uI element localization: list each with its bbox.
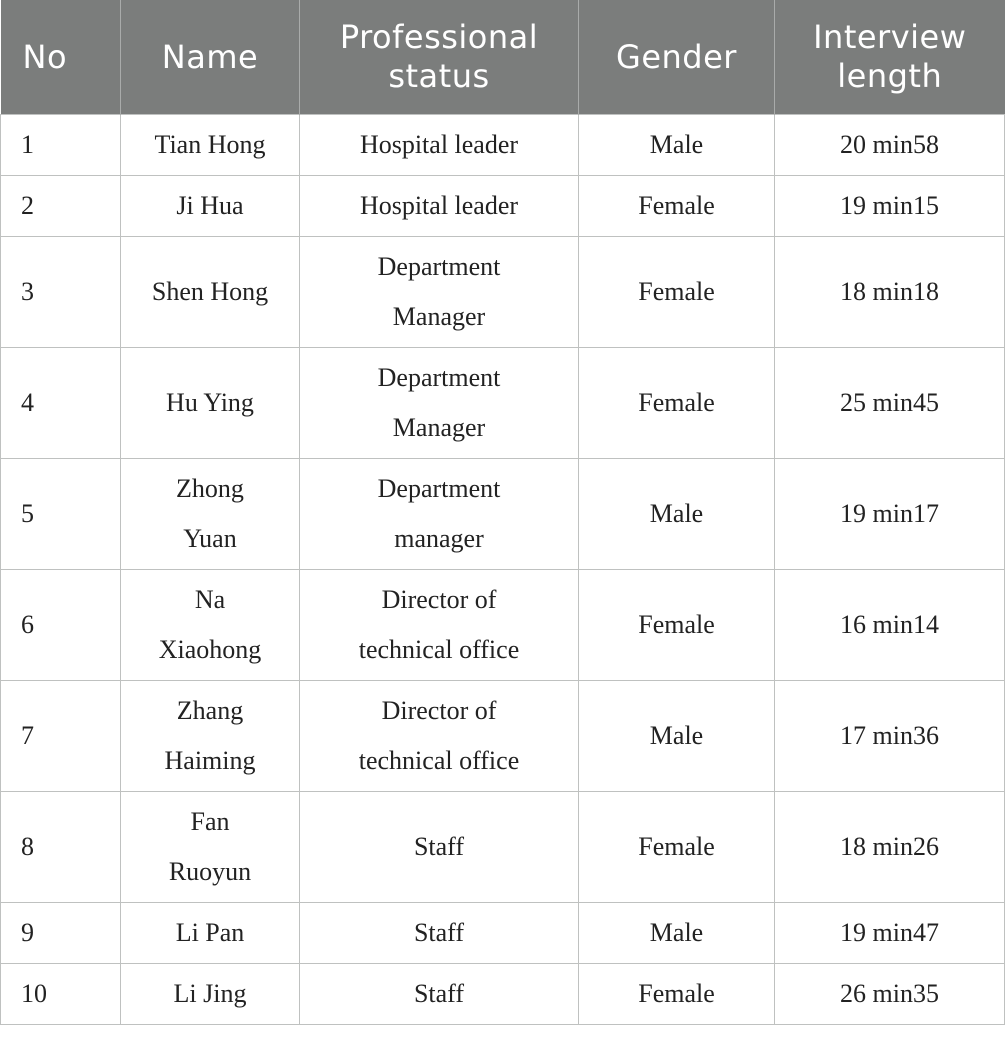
cell-status: Staff [300, 903, 579, 964]
cell-status [300, 681, 579, 792]
cell-name [121, 570, 300, 681]
cell-length: 26 min35 [775, 964, 1005, 1025]
name-text: Na Xiaohong [158, 585, 262, 664]
cell-status [300, 348, 579, 459]
cell-status: Staff [300, 964, 579, 1025]
table-row [1, 459, 1005, 570]
cell-length: 25 min45 [775, 348, 1005, 459]
cell-no: 1 [1, 115, 121, 176]
cell-status [300, 237, 579, 348]
header-no: No [1, 0, 121, 115]
cell-gender: Male [579, 903, 775, 964]
table-row [1, 570, 1005, 681]
cell-length: 19 min17 [775, 459, 1005, 570]
cell-gender: Female [579, 964, 775, 1025]
header-row [1, 0, 1005, 115]
cell-name: Tian Hong [121, 115, 300, 176]
cell-gender: Female [579, 348, 775, 459]
header-interview-length: Interview length [775, 0, 1005, 115]
cell-no: 10 [1, 964, 121, 1025]
cell-status [300, 459, 579, 570]
cell-no: 7 [1, 681, 121, 792]
status-text: Director of technical office [358, 696, 520, 775]
cell-name [121, 792, 300, 903]
cell-no: 5 [1, 459, 121, 570]
table-row [1, 115, 1005, 176]
cell-name: Li Jing [121, 964, 300, 1025]
cell-status [300, 570, 579, 681]
header-name: Name [121, 0, 300, 115]
cell-status: Hospital leader [300, 176, 579, 237]
cell-no: 9 [1, 903, 121, 964]
cell-length: 19 min15 [775, 176, 1005, 237]
cell-gender: Male [579, 681, 775, 792]
cell-gender: Female [579, 792, 775, 903]
cell-length: 19 min47 [775, 903, 1005, 964]
table-row [1, 681, 1005, 792]
table-body [1, 115, 1005, 1025]
name-text: Fan Ruoyun [168, 807, 252, 886]
cell-length: 18 min18 [775, 237, 1005, 348]
cell-no: 4 [1, 348, 121, 459]
cell-name: Hu Ying [121, 348, 300, 459]
cell-gender: Female [579, 176, 775, 237]
header-professional-status: Professional status [300, 0, 579, 115]
table-row [1, 903, 1005, 964]
header-gender: Gender [579, 0, 775, 115]
cell-no: 3 [1, 237, 121, 348]
cell-name [121, 681, 300, 792]
status-text: Director of technical office [358, 585, 520, 664]
cell-no: 8 [1, 792, 121, 903]
cell-length: 16 min14 [775, 570, 1005, 681]
cell-no: 2 [1, 176, 121, 237]
cell-length: 18 min26 [775, 792, 1005, 903]
cell-gender: Male [579, 459, 775, 570]
name-text: Zhang Haiming [164, 696, 256, 775]
status-text: Department Manager [377, 252, 501, 331]
cell-gender: Female [579, 570, 775, 681]
cell-length: 17 min36 [775, 681, 1005, 792]
cell-name: Li Pan [121, 903, 300, 964]
table-header [1, 0, 1005, 115]
cell-status: Staff [300, 792, 579, 903]
status-text: Department Manager [377, 363, 501, 442]
cell-gender: Male [579, 115, 775, 176]
table-row [1, 792, 1005, 903]
cell-length: 20 min58 [775, 115, 1005, 176]
cell-name [121, 459, 300, 570]
table-row [1, 237, 1005, 348]
cell-status: Hospital leader [300, 115, 579, 176]
cell-gender: Female [579, 237, 775, 348]
name-text: Zhong Yuan [176, 474, 244, 553]
table-row [1, 348, 1005, 459]
cell-name: Ji Hua [121, 176, 300, 237]
status-text: Department manager [377, 474, 501, 553]
table-row [1, 964, 1005, 1025]
cell-no: 6 [1, 570, 121, 681]
cell-name: Shen Hong [121, 237, 300, 348]
table-row [1, 176, 1005, 237]
